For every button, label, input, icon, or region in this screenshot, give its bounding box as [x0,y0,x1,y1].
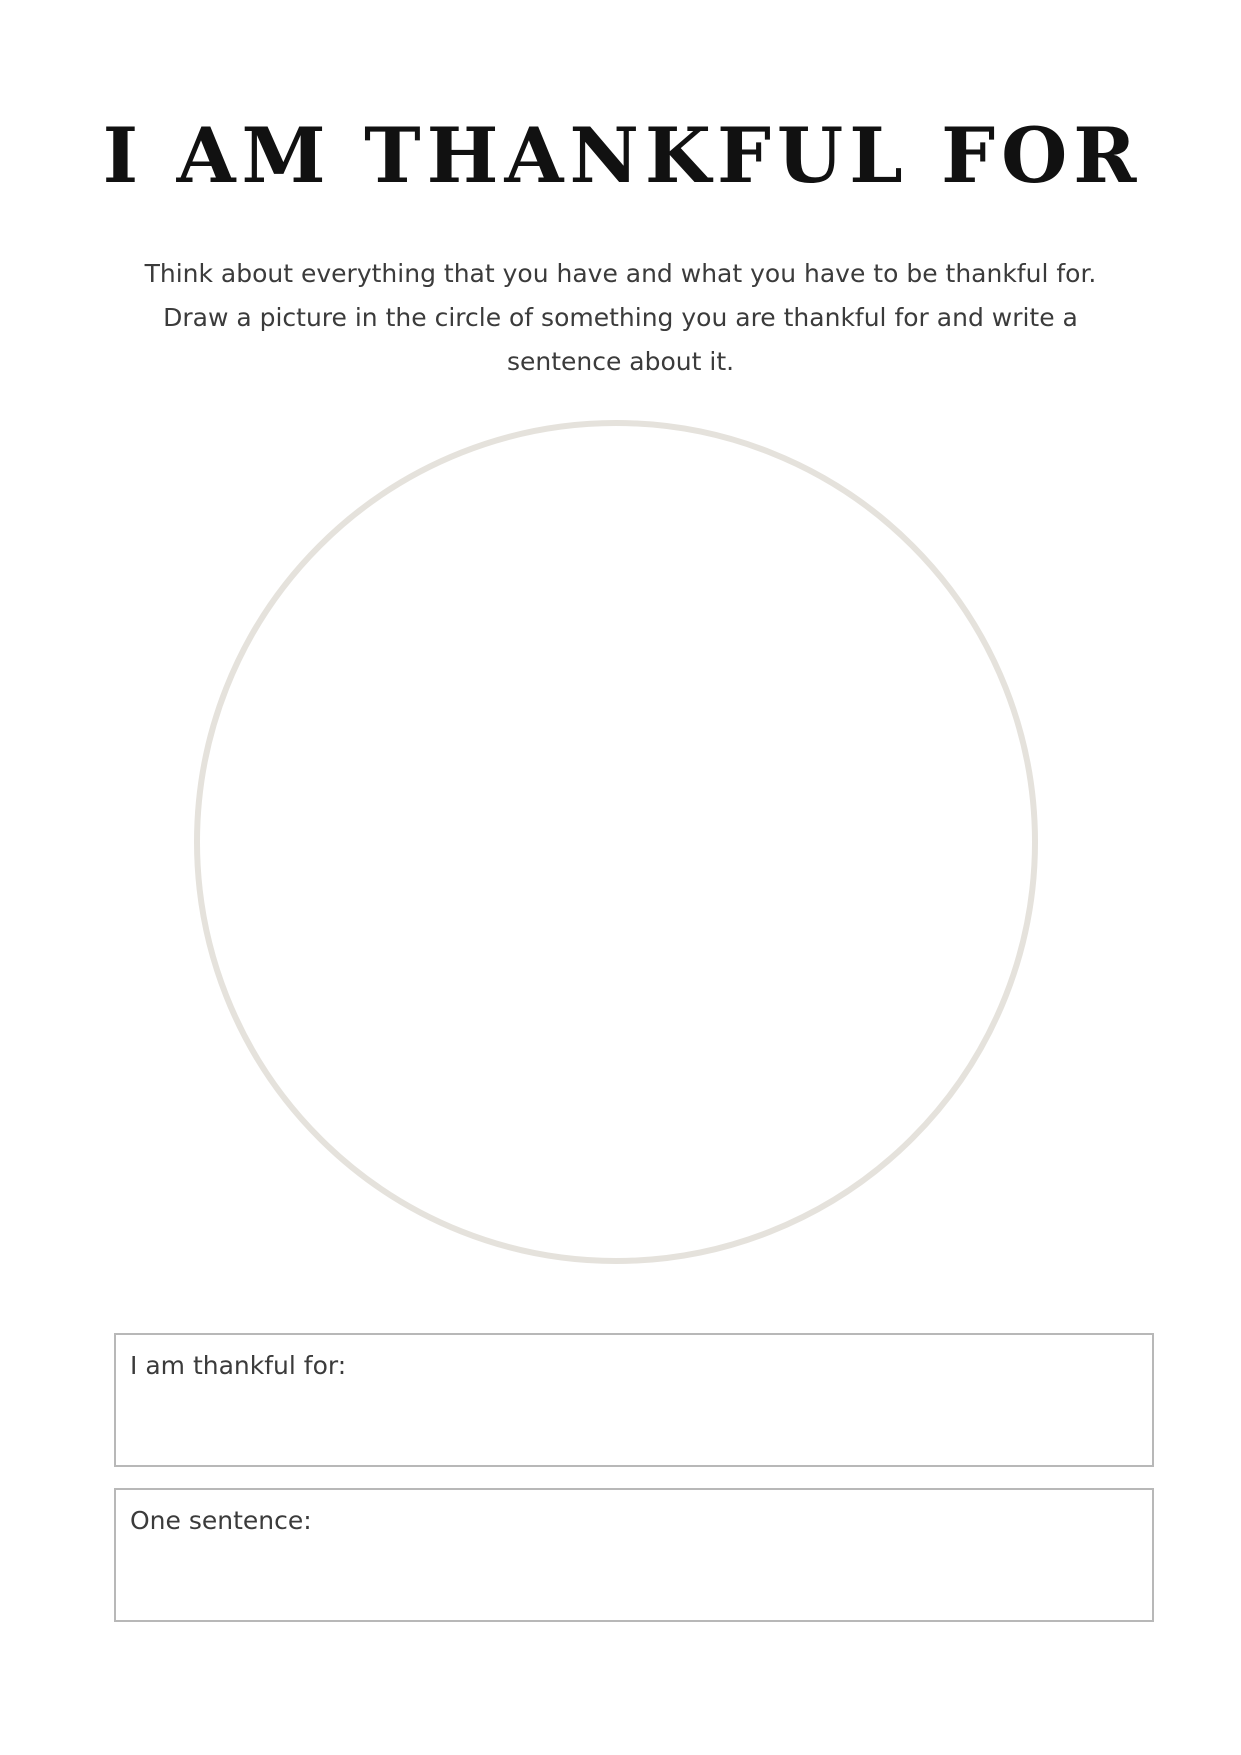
instructions-line: Draw a picture in the circle of something you are thankful for and write a [163,303,1078,332]
instructions-line: Think about everything that you have and what you have to be thankful for. [144,259,1097,288]
instructions-line: sentence about it. [506,347,735,376]
one-sentence-field[interactable] [114,1488,1154,1622]
drawing-circle[interactable] [194,420,1038,1264]
thankful-for-field[interactable] [114,1333,1154,1467]
thankful-for-label: I am thankful for: [130,1351,347,1380]
one-sentence-label: One sentence: [130,1506,312,1535]
instructions-text [120,252,1121,384]
page-title: I AM THANKFUL FOR [102,111,1143,200]
